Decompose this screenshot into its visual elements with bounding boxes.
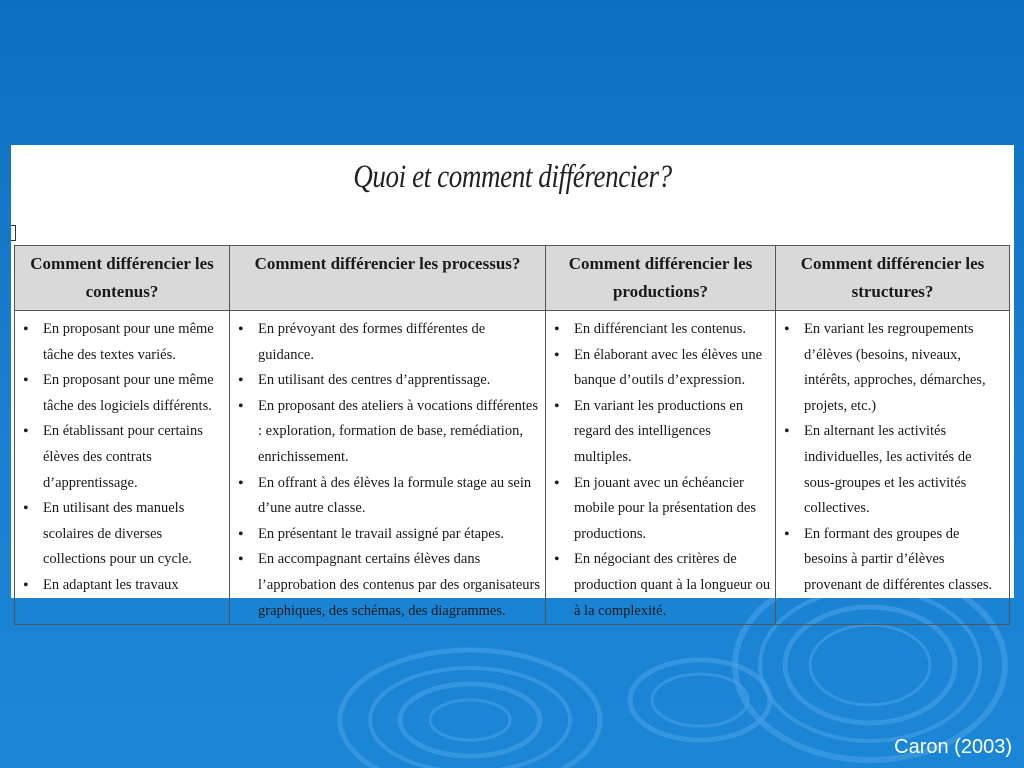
table-image — [11, 145, 1014, 619]
list-item: • En variant les productions en regard des intelligences multiples. — [550, 394, 771, 471]
cell-contenus — [15, 311, 230, 625]
list-item: • En formant des groupes de besoins à partir d’élèves provenant de différentes classes. — [780, 522, 1005, 599]
list-item: • En négociant des critères de production quant à la longueur ou à la complexité. — [550, 547, 771, 624]
table-row — [15, 311, 1010, 625]
list-item: • En offrant à des élèves la formule stage au sein d’une autre classe. — [234, 471, 541, 522]
header-productions: Comment différencier les productions? — [546, 246, 776, 311]
list-item: • En jouant avec un échéancier mobile pour la présentation des productions. — [550, 471, 771, 548]
list-item: • En différenciant les contenus. — [550, 317, 771, 343]
list-item: • En proposant des ateliers à vocations différentes : exploration, formation de base, remédiation, enrichissement. — [234, 394, 541, 471]
header-structures: Comment différencier les structures? — [776, 246, 1010, 311]
list-item: • En établissant pour certains élèves des contrats d’apprentissage. — [19, 419, 225, 496]
header-processus: Comment différencier les processus? — [230, 246, 546, 311]
list-item: • En proposant pour une même tâche des textes variés. — [19, 317, 225, 368]
table-header-row — [15, 246, 1010, 311]
differentiation-table — [14, 245, 1010, 625]
cell-processus — [230, 311, 546, 625]
list-item: • En prévoyant des formes différentes de guidance. — [234, 317, 541, 368]
list-item: • En accompagnant certains élèves dans l’approbation des contenus par des organisateurs graphiques, des schémas, des diagrammes. — [234, 547, 541, 624]
list-item: • En élaborant avec les élèves une banque d’outils d’expression. — [550, 343, 771, 394]
list-item: • En alternant les activités individuelles, les activités de sous-groupes et les activités collectives. — [780, 419, 1005, 521]
citation-credit: Caron (2003) — [894, 736, 1012, 758]
list-item: • En utilisant des manuels scolaires de diverses collections pour un cycle. — [19, 496, 225, 573]
header-contenus: Comment différencier les contenus? — [15, 246, 230, 311]
list-item: • En proposant pour une même tâche des logiciels différents. — [19, 368, 225, 419]
table-move-handle — [11, 225, 16, 241]
list-item: • En adaptant les travaux — [19, 573, 225, 599]
list-item: • En présentant le travail assigné par étapes. — [234, 522, 541, 548]
list-item: • En variant les regroupements d’élèves (besoins, niveaux, intérêts, approches, démarches, projets, etc.) — [780, 317, 1005, 419]
cell-productions — [546, 311, 776, 625]
list-item: • En utilisant des centres d’apprentissage. — [234, 368, 541, 394]
slide-title: Quoi et comment différencier? — [353, 159, 672, 195]
cell-structures — [776, 311, 1010, 625]
